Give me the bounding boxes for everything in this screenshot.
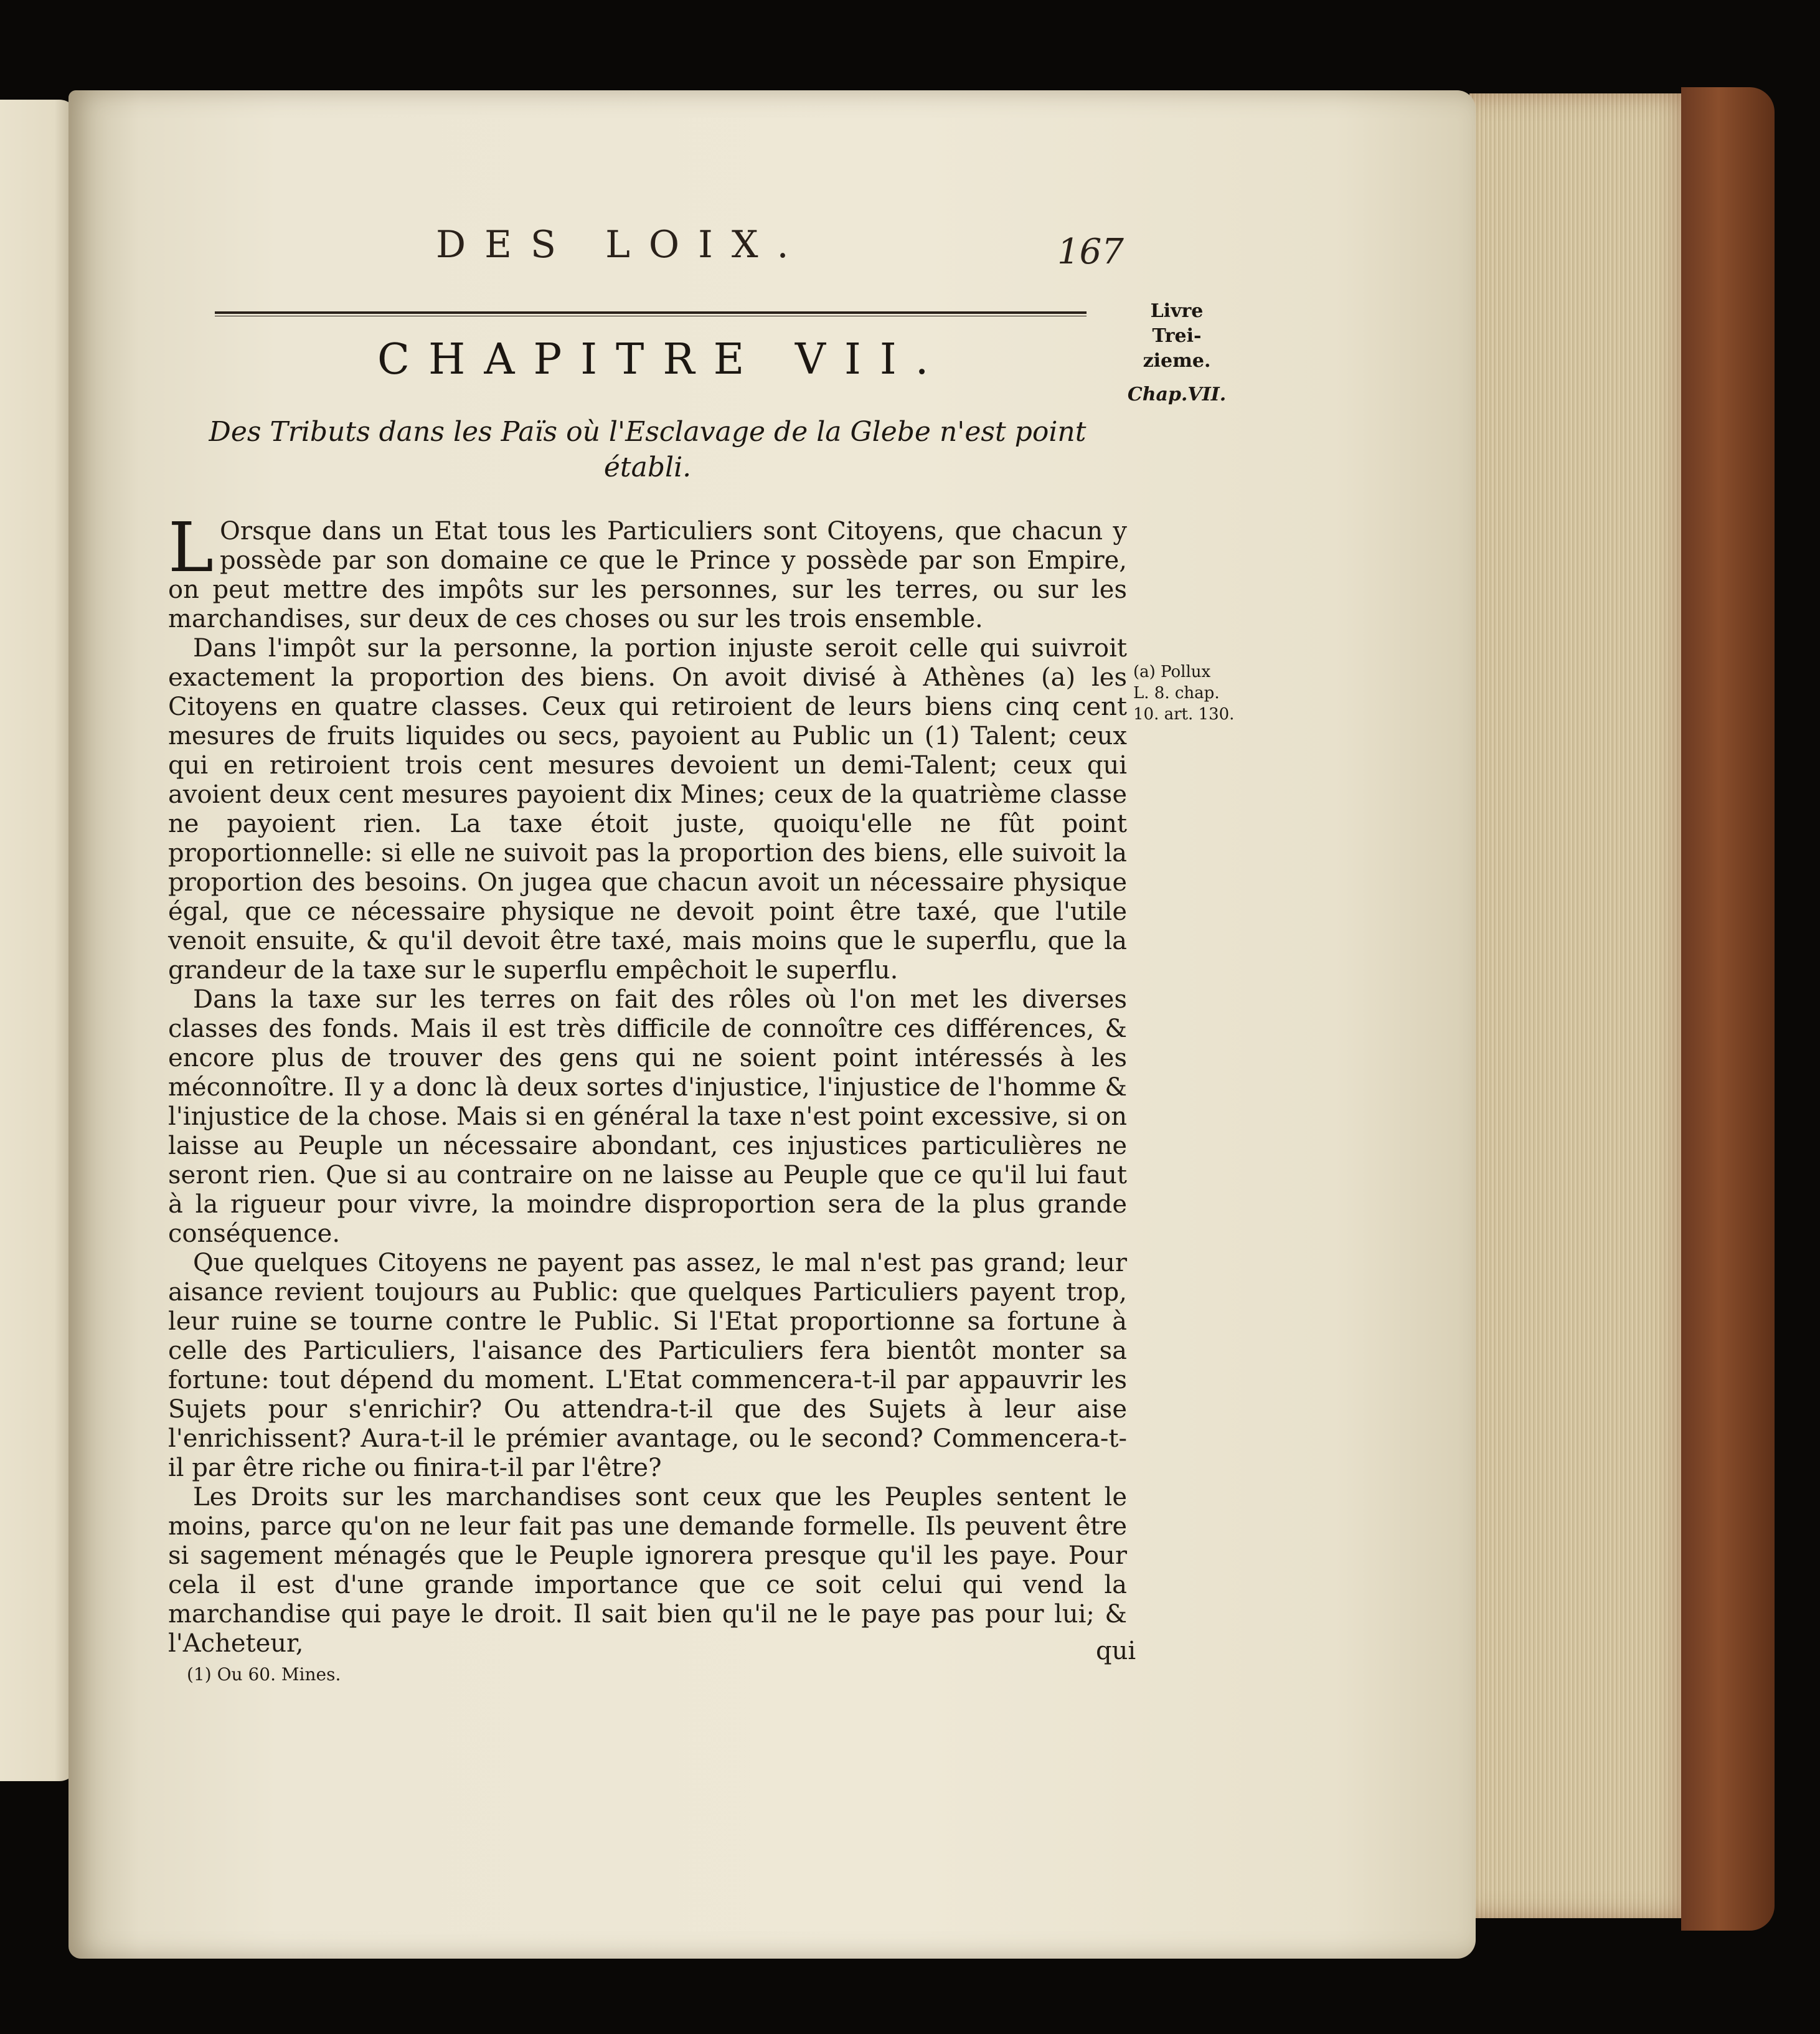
note-a-line3: 10. art. 130. (1133, 705, 1235, 724)
running-head: DES LOIX. (436, 223, 808, 267)
paragraph-2: Dans l'impôt sur la personne, la portion injuste seroit celle qui suivroit exactement la proportion des biens. On avoit divisé à Athènes (a) les Citoyens en quatre classes. Ceux qui retiroient de leurs biens cinq cent mesures de fruits liquides ou secs, payoient au Public un (1) Talent; ceux qui en retiroient trois cent mesures devoient un demi-Talent; ceux qui avoient deux cent mesures payoient dix Mines; ceux de la quatrième classe ne payoient rien. La taxe étoit juste, quoiqu'elle ne fût point proportionnelle: si elle ne suivoit pas la proportion des biens, elle suivoit la proportion des besoins. On jugea que chacun avoit un nécessaire physique égal, que ce nécessaire physique ne devoit point être taxé, que l'utile venoit ensuite, & qu'il devoit être taxé, mais moins que le superflu, que la grandeur de la taxe sur le superflu empêchoit le superflu. (168, 634, 1127, 985)
body-text (168, 508, 1127, 1658)
chapter-subtitle: Des Tributs dans les Païs où l'Esclavage de la Glebe n'est point établi. (209, 416, 1087, 483)
chapter-title: CHAPITRE VII. (377, 335, 948, 384)
note-a-line2: L. 8. chap. (1133, 684, 1220, 702)
drop-cap: L (168, 508, 214, 587)
paragraph-3: Dans la taxe sur les terres on fait des rôles où l'on met les diverses classes des fonds. Mais il est très difficile de connoître ces différences, & encore plus de trouver des gens qui ne soient point intéressés à les méconnoître. Il y a donc là deux sortes d'injustice, l'injustice de l'homme & l'injustice de la chose. Mais si en général la taxe n'est point excessive, si on laisse au Peuple un nécessaire abondant, ces injustices particulières ne seront rien. Que si au contraire on ne laisse au Peuple que ce qu'il lui faut à la rigueur pour vivre, la moindre disproportion sera de la plus grande conséquence. (168, 985, 1127, 1248)
paragraph-1 (168, 508, 1127, 634)
header-rule (215, 311, 1087, 316)
paragraph-5: Les Droits sur les marchandises sont ceux que les Peuples sentent le moins, parce qu'on ne leur fait pas une demande formelle. Ils peuvent être si sagement ménagés que le Peuple ignorera presque qu'il les paye. Pour cela il est d'une grande importance que ce soit celui qui vend la marchandise qui paye le droit. Il sait bien qu'il ne le paye pas pour lui; & l'Acheteur, (168, 1483, 1127, 1658)
marginal-chapter-ref: Chap.VII. (1127, 384, 1227, 405)
marginal-note-a (1133, 661, 1258, 725)
note-a-line1: (a) Pollux (1133, 663, 1211, 681)
marginal-book-line2: Trei- (1152, 325, 1202, 347)
paragraph-4: Que quelques Citoyens ne payent pas assez, le mal n'est pas grand; leur aisance revient toujours au Public: que quelques Particuliers payent trop, leur ruine se tourne contre le Public. Si l'Etat proportionne sa fortune à celle des Particuliers, l'aisance des Particuliers fera bientôt monter sa fortune: tout dépend du moment. L'Etat commencera-t-il par appauvrir les Sujets pour s'enrichir? Ou attendra-t-il que des Sujets à leur aise l'enrichissent? Aura-t-il le prémier avantage, ou le second? Commencera-t-il par être riche ou finira-t-il par l'être? (168, 1249, 1127, 1482)
book-cover (1681, 87, 1775, 1931)
page-block-edges (1469, 93, 1694, 1918)
catchword: qui (1096, 1637, 1136, 1665)
marginal-book-heading (1115, 299, 1239, 407)
marginal-book-line1: Livre (1150, 300, 1204, 322)
previous-page-edge (0, 100, 78, 1781)
page-number: 167 (1057, 232, 1124, 272)
paragraph-1-text: Orsque dans un Etat tous les Particuliers sont Citoyens, que chacun y possède par son domaine ce que le Prince y possède par son Empire, on peut mettre des impôts sur les personnes, sur les terres, ou sur les marchandises, sur deux de ces choses ou sur les trois ensemble. (168, 517, 1127, 633)
footnote: (1) Ou 60. Mines. (187, 1664, 341, 1685)
marginal-book-line3: zieme. (1143, 350, 1211, 372)
